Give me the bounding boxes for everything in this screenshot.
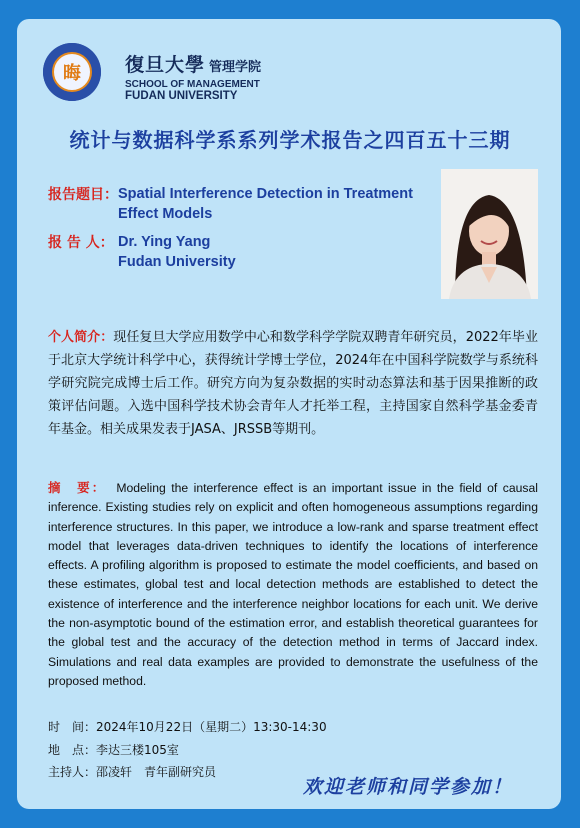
talk-topic: Spatial Interference Detection in Treatment Effect Models bbox=[118, 186, 413, 222]
school-name-en: SCHOOL OF MANAGEMENT bbox=[125, 79, 260, 90]
abstract-text: Modeling the interference effect is an important issue in the field of causal inference. Existing studies rely on explicit and often homogeneous assumptions regarding interference structures. In this paper, we introduce a low-rank and sparse treatment effect model that leverages data-driven techniques to identify the locations of interference effects. A profiling algorithm is proposed to estimate the model coefficients, and based on these estimates, global test and local detection methods are established to detect the existence of interference and the interference neighbor locations for each unit. We derive the non-asymptotic bound of the estimation error, and establish theoretical guarantees for the global test and the accuracy of the detection method in terms of Jaccard index. Simulations and real data examples are provided to demonstrate the usefulness of the proposed method. bbox=[48, 481, 538, 688]
talk-topic-row bbox=[48, 184, 413, 222]
event-host: 主持人：邵凌轩 青年副研究员 bbox=[48, 765, 217, 779]
topic-label: 报告题目： bbox=[48, 187, 118, 203]
abstract-label: 摘 要： bbox=[48, 480, 107, 495]
fudan-management-logo bbox=[43, 43, 101, 101]
bio-label: 个人简介： bbox=[48, 330, 114, 345]
speaker-photo bbox=[441, 169, 538, 299]
bio-text: 现任复旦大学应用数学中心和数学科学学院双聘青年研究员，2022年毕业于北京大学统计科学中心，获得统计学博士学位，2024年在中国科学院数学与系统科学研究院完成博士后工作。研究方向为复杂数据的实时动态算法和基于因果推断的政策评估问题。入选中国科学技术协会青年人才托举工程，主持国家自然科学基金委青年基金。相关成果发表于JASA、JRSSB等期刊。 bbox=[48, 330, 538, 437]
logo-emblem: 晦 bbox=[52, 52, 92, 92]
school-name-cn: 復旦大學 管理学院 bbox=[125, 54, 262, 76]
event-place: 地 点：李达三楼105室 bbox=[48, 743, 179, 757]
school-branding bbox=[125, 50, 261, 102]
school-suffix: 管理学院 bbox=[209, 60, 262, 75]
welcome-message: 欢迎老师和同学参加！ bbox=[303, 776, 514, 798]
page-title: 统计与数据科学系系列学术报告之四百五十三期 bbox=[69, 128, 511, 152]
speaker-name: Dr. Ying Yang bbox=[118, 234, 211, 250]
speaker-affiliation: Fudan University bbox=[118, 254, 236, 270]
university-name-en: FUDAN UNIVERSITY bbox=[125, 90, 238, 102]
event-time: 时 间：2024年10月22日（星期二）13:30-14:30 bbox=[48, 720, 327, 734]
speaker-info bbox=[118, 232, 378, 272]
abstract bbox=[48, 478, 538, 691]
speaker-label: 报 告 人： bbox=[48, 235, 114, 251]
speaker-row bbox=[48, 232, 236, 270]
speaker-bio bbox=[48, 326, 538, 441]
